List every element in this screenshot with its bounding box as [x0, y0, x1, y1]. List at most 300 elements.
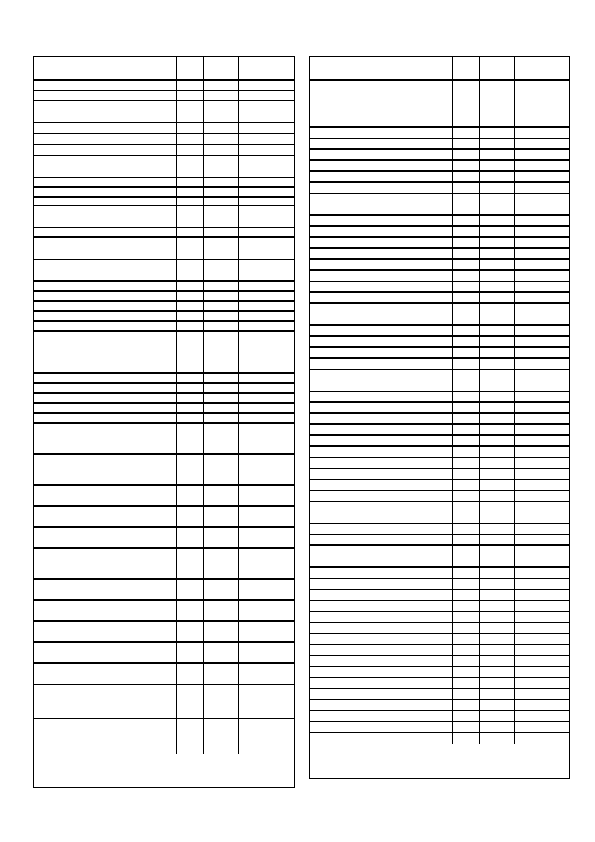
table-cell	[204, 260, 240, 280]
table-cell	[34, 404, 177, 412]
table-cell	[34, 101, 177, 122]
table-cell	[515, 326, 569, 335]
table-cell	[239, 664, 294, 684]
table-cell	[204, 145, 240, 155]
table-row	[310, 414, 569, 425]
table-cell	[453, 491, 480, 501]
table-cell	[453, 634, 480, 644]
table-cell	[177, 228, 204, 236]
table-cell	[453, 337, 480, 346]
table-cell	[34, 134, 177, 144]
table-row	[34, 188, 294, 198]
table-cell	[453, 304, 480, 324]
table-cell	[177, 384, 204, 392]
table-cell	[515, 590, 569, 600]
table-cell	[34, 507, 177, 526]
table-cell	[515, 348, 569, 357]
table-cell	[480, 667, 516, 677]
table-cell	[453, 645, 480, 655]
table-cell	[480, 447, 516, 457]
table-row	[310, 260, 569, 271]
table-cell	[515, 469, 569, 479]
table-cell	[310, 700, 453, 710]
table-cell	[453, 469, 480, 479]
table-cell	[480, 546, 516, 566]
table-cell	[239, 424, 294, 453]
table-cell	[34, 282, 177, 290]
table-cell	[515, 425, 569, 434]
table-cell	[453, 216, 480, 225]
table-cell	[204, 486, 240, 505]
table-cell	[204, 455, 240, 484]
table-cell	[34, 302, 177, 310]
table-row	[34, 685, 294, 719]
table-cell	[204, 685, 240, 718]
table-cell	[453, 447, 480, 457]
table-cell	[239, 260, 294, 280]
table-row	[310, 436, 569, 447]
table-row	[310, 271, 569, 282]
table-cell	[480, 480, 516, 490]
table-row	[310, 249, 569, 260]
table-cell	[515, 645, 569, 655]
table-cell	[480, 414, 516, 423]
table-cell	[453, 502, 480, 523]
table-cell	[453, 722, 480, 732]
table-row	[34, 312, 294, 322]
table-cell	[204, 643, 240, 662]
table-cell	[310, 139, 453, 148]
table-cell	[177, 302, 204, 310]
table-cell	[310, 491, 453, 501]
table-cell	[453, 172, 480, 181]
table-cell	[204, 622, 240, 641]
table-cell	[453, 436, 480, 445]
table-row	[310, 689, 569, 700]
table-cell	[310, 579, 453, 589]
table-cell	[453, 150, 480, 159]
table-cell	[177, 91, 204, 100]
table-row	[310, 172, 569, 183]
table-cell	[204, 312, 240, 320]
table-cell	[453, 612, 480, 622]
table-cell	[515, 216, 569, 225]
table-cell	[177, 81, 204, 90]
table-row	[34, 374, 294, 384]
table-row	[310, 579, 569, 590]
table-cell	[204, 374, 240, 382]
table-cell	[515, 579, 569, 589]
table-cell	[480, 150, 516, 159]
table-row	[34, 101, 294, 123]
table-row	[34, 260, 294, 282]
table-row	[34, 156, 294, 178]
table-cell	[239, 81, 294, 90]
table-row	[310, 359, 569, 370]
table-cell	[204, 228, 240, 236]
table-cell	[310, 667, 453, 677]
table-row	[310, 282, 569, 293]
table-cell	[515, 81, 569, 126]
table-row	[310, 700, 569, 711]
table-cell	[515, 480, 569, 490]
table-cell	[310, 612, 453, 622]
table-cell	[480, 568, 516, 578]
table-cell	[480, 326, 516, 335]
table-cell	[310, 249, 453, 258]
table-cell	[480, 271, 516, 281]
table-cell	[515, 337, 569, 346]
table-cell	[177, 394, 204, 402]
table-cell	[310, 425, 453, 434]
table-cell	[480, 81, 516, 126]
table-cell	[480, 689, 516, 699]
table-cell	[515, 733, 569, 744]
table-row	[34, 549, 294, 580]
table-cell	[34, 260, 177, 280]
table-cell	[453, 81, 480, 126]
table-cell	[204, 156, 240, 177]
table-cell	[34, 332, 177, 372]
table-cell	[34, 238, 177, 259]
table-cell	[515, 458, 569, 468]
table-cell	[239, 123, 294, 133]
table-cell	[204, 134, 240, 144]
table-cell	[453, 271, 480, 281]
table-cell	[480, 458, 516, 468]
table-cell	[453, 425, 480, 434]
table-cell	[177, 664, 204, 684]
table-row	[34, 238, 294, 260]
table-cell	[515, 524, 569, 534]
table-cell	[515, 359, 569, 369]
table-cell	[204, 238, 240, 259]
table-cell	[480, 194, 516, 214]
table-row	[34, 292, 294, 302]
table-cell	[204, 507, 240, 526]
table-cell	[453, 590, 480, 600]
table-cell	[480, 183, 516, 193]
table-cell	[239, 414, 294, 422]
table-row	[34, 145, 294, 156]
table-cell	[239, 282, 294, 290]
table-cell	[204, 206, 240, 227]
table-cell	[310, 370, 453, 391]
table-cell	[453, 733, 480, 744]
table-cell	[453, 623, 480, 633]
table-row	[310, 722, 569, 733]
table-cell	[204, 424, 240, 453]
table-cell	[480, 645, 516, 655]
table-cell	[204, 322, 240, 330]
table-cell	[177, 719, 204, 754]
table-cell	[177, 198, 204, 205]
table-cell	[453, 689, 480, 699]
table-cell	[453, 546, 480, 566]
table-cell	[480, 282, 516, 291]
table-cell	[515, 678, 569, 688]
table-cell	[177, 507, 204, 526]
table-cell	[515, 392, 569, 401]
table-cell	[34, 188, 177, 196]
table-cell	[239, 622, 294, 641]
table-cell	[34, 528, 177, 547]
table-cell	[310, 326, 453, 335]
table-row	[310, 667, 569, 678]
table-cell	[480, 337, 516, 346]
table-cell	[310, 271, 453, 281]
table-cell	[515, 667, 569, 677]
table-cell	[204, 580, 240, 599]
table-cell	[310, 524, 453, 534]
table-cell	[177, 455, 204, 484]
table-row	[310, 392, 569, 403]
header-cell	[239, 57, 294, 79]
table-row	[310, 161, 569, 172]
table-cell	[34, 394, 177, 402]
table-cell	[34, 664, 177, 684]
table-cell	[453, 568, 480, 578]
table-cell	[515, 447, 569, 457]
table-row	[34, 664, 294, 685]
table-cell	[480, 293, 516, 302]
header-cell	[480, 57, 516, 79]
table-cell	[480, 128, 516, 138]
table-cell	[515, 722, 569, 732]
table-cell	[453, 293, 480, 302]
table-row	[34, 507, 294, 528]
table-cell	[480, 370, 516, 391]
table-cell	[453, 678, 480, 688]
table-cell	[204, 123, 240, 133]
table-cell	[515, 414, 569, 423]
table-row	[34, 81, 294, 91]
table-cell	[204, 394, 240, 402]
table-cell	[515, 612, 569, 622]
table-cell	[310, 436, 453, 445]
table-row	[310, 546, 569, 568]
table-cell	[34, 81, 177, 90]
table-cell	[453, 194, 480, 214]
header-cell	[453, 57, 480, 79]
table-cell	[515, 172, 569, 181]
table-cell	[453, 128, 480, 138]
table-cell	[515, 700, 569, 710]
table-cell	[515, 128, 569, 138]
table-cell	[239, 178, 294, 186]
table-cell	[453, 348, 480, 357]
table-cell	[177, 145, 204, 155]
table-cell	[310, 282, 453, 291]
table-cell	[177, 101, 204, 122]
table-cell	[34, 455, 177, 484]
table-cell	[177, 260, 204, 280]
table-cell	[310, 568, 453, 578]
table-cell	[177, 292, 204, 300]
table-cell	[480, 535, 516, 544]
table-cell	[204, 664, 240, 684]
table-cell	[515, 403, 569, 412]
table-cell	[310, 458, 453, 468]
table-row	[310, 139, 569, 150]
table-cell	[515, 623, 569, 633]
table-row	[310, 491, 569, 502]
table-row	[310, 403, 569, 414]
table-cell	[310, 601, 453, 611]
table-row	[34, 486, 294, 507]
table-cell	[515, 150, 569, 159]
table-cell	[239, 312, 294, 320]
table-cell	[34, 622, 177, 641]
table-cell	[239, 198, 294, 205]
table-cell	[239, 719, 294, 754]
table-cell	[204, 528, 240, 547]
table-row	[34, 198, 294, 206]
table-cell	[239, 549, 294, 578]
table-cell	[480, 238, 516, 247]
table-row	[34, 91, 294, 101]
table-cell	[177, 206, 204, 227]
table-cell	[453, 403, 480, 412]
table-cell	[34, 178, 177, 186]
table-cell	[239, 601, 294, 620]
table-row	[310, 447, 569, 458]
table-cell	[515, 304, 569, 324]
table-cell	[310, 414, 453, 423]
table-header-row	[310, 57, 569, 81]
table-cell	[515, 260, 569, 269]
table-row	[310, 425, 569, 436]
table-cell	[177, 549, 204, 578]
table-cell	[480, 491, 516, 501]
table-cell	[177, 156, 204, 177]
table-row	[310, 337, 569, 348]
table-cell	[310, 722, 453, 732]
table-cell	[453, 667, 480, 677]
table-cell	[480, 161, 516, 170]
table-row	[34, 206, 294, 228]
table-cell	[480, 623, 516, 633]
table-cell	[310, 260, 453, 269]
table-cell	[515, 370, 569, 391]
table-cell	[480, 502, 516, 523]
table-row	[310, 238, 569, 249]
table-row	[310, 128, 569, 139]
table-cell	[515, 183, 569, 193]
table-cell	[310, 645, 453, 655]
table-cell	[34, 549, 177, 578]
table-cell	[204, 549, 240, 578]
table-cell	[310, 502, 453, 523]
table-row	[34, 580, 294, 601]
table-row	[34, 528, 294, 549]
table-row	[310, 458, 569, 469]
table-cell	[204, 178, 240, 186]
table-row	[34, 282, 294, 292]
table-row	[310, 326, 569, 337]
header-cell	[310, 57, 453, 79]
table-row	[34, 394, 294, 404]
table-cell	[453, 480, 480, 490]
table-cell	[310, 546, 453, 566]
table-cell	[34, 486, 177, 505]
table-cell	[480, 227, 516, 236]
table-cell	[515, 161, 569, 170]
table-cell	[177, 528, 204, 547]
table-cell	[177, 622, 204, 641]
table-cell	[239, 156, 294, 177]
table-row	[34, 384, 294, 394]
table-cell	[453, 183, 480, 193]
header-cell	[204, 57, 240, 79]
table-cell	[515, 634, 569, 644]
table-cell	[177, 312, 204, 320]
table-row	[310, 194, 569, 216]
table-cell	[239, 332, 294, 372]
table-row	[310, 469, 569, 480]
table-cell	[480, 172, 516, 181]
table-row	[310, 227, 569, 238]
table-row	[310, 634, 569, 645]
table-cell	[239, 643, 294, 662]
table-cell	[453, 282, 480, 291]
table-cell	[204, 282, 240, 290]
table-cell	[480, 359, 516, 369]
table-cell	[480, 579, 516, 589]
table-cell	[239, 101, 294, 122]
table-cell	[515, 535, 569, 544]
table-cell	[515, 656, 569, 666]
table-row	[310, 568, 569, 579]
table-cell	[310, 128, 453, 138]
table-cell	[453, 359, 480, 369]
table-cell	[34, 206, 177, 227]
table-cell	[239, 188, 294, 196]
table-cell	[239, 238, 294, 259]
table-row	[310, 678, 569, 689]
table-cell	[310, 480, 453, 490]
table-cell	[310, 238, 453, 247]
table-cell	[453, 392, 480, 401]
table-cell	[310, 337, 453, 346]
table-row	[310, 216, 569, 227]
table-row	[310, 612, 569, 623]
table-row	[310, 733, 569, 744]
table-cell	[239, 145, 294, 155]
table-cell	[239, 486, 294, 505]
table-cell	[480, 469, 516, 479]
table-cell	[480, 304, 516, 324]
table-cell	[310, 161, 453, 170]
table-row	[310, 502, 569, 524]
table-cell	[34, 424, 177, 453]
table-cell	[34, 580, 177, 599]
table-row	[34, 302, 294, 312]
table-cell	[34, 719, 177, 754]
table-cell	[515, 502, 569, 523]
table-cell	[453, 326, 480, 335]
table-cell	[515, 139, 569, 148]
table-row	[310, 623, 569, 634]
table-cell	[453, 579, 480, 589]
table-cell	[239, 394, 294, 402]
table-cell	[515, 271, 569, 281]
table-cell	[204, 404, 240, 412]
table-cell	[310, 733, 453, 744]
table-cell	[310, 392, 453, 401]
table-cell	[453, 161, 480, 170]
table-cell	[310, 304, 453, 324]
